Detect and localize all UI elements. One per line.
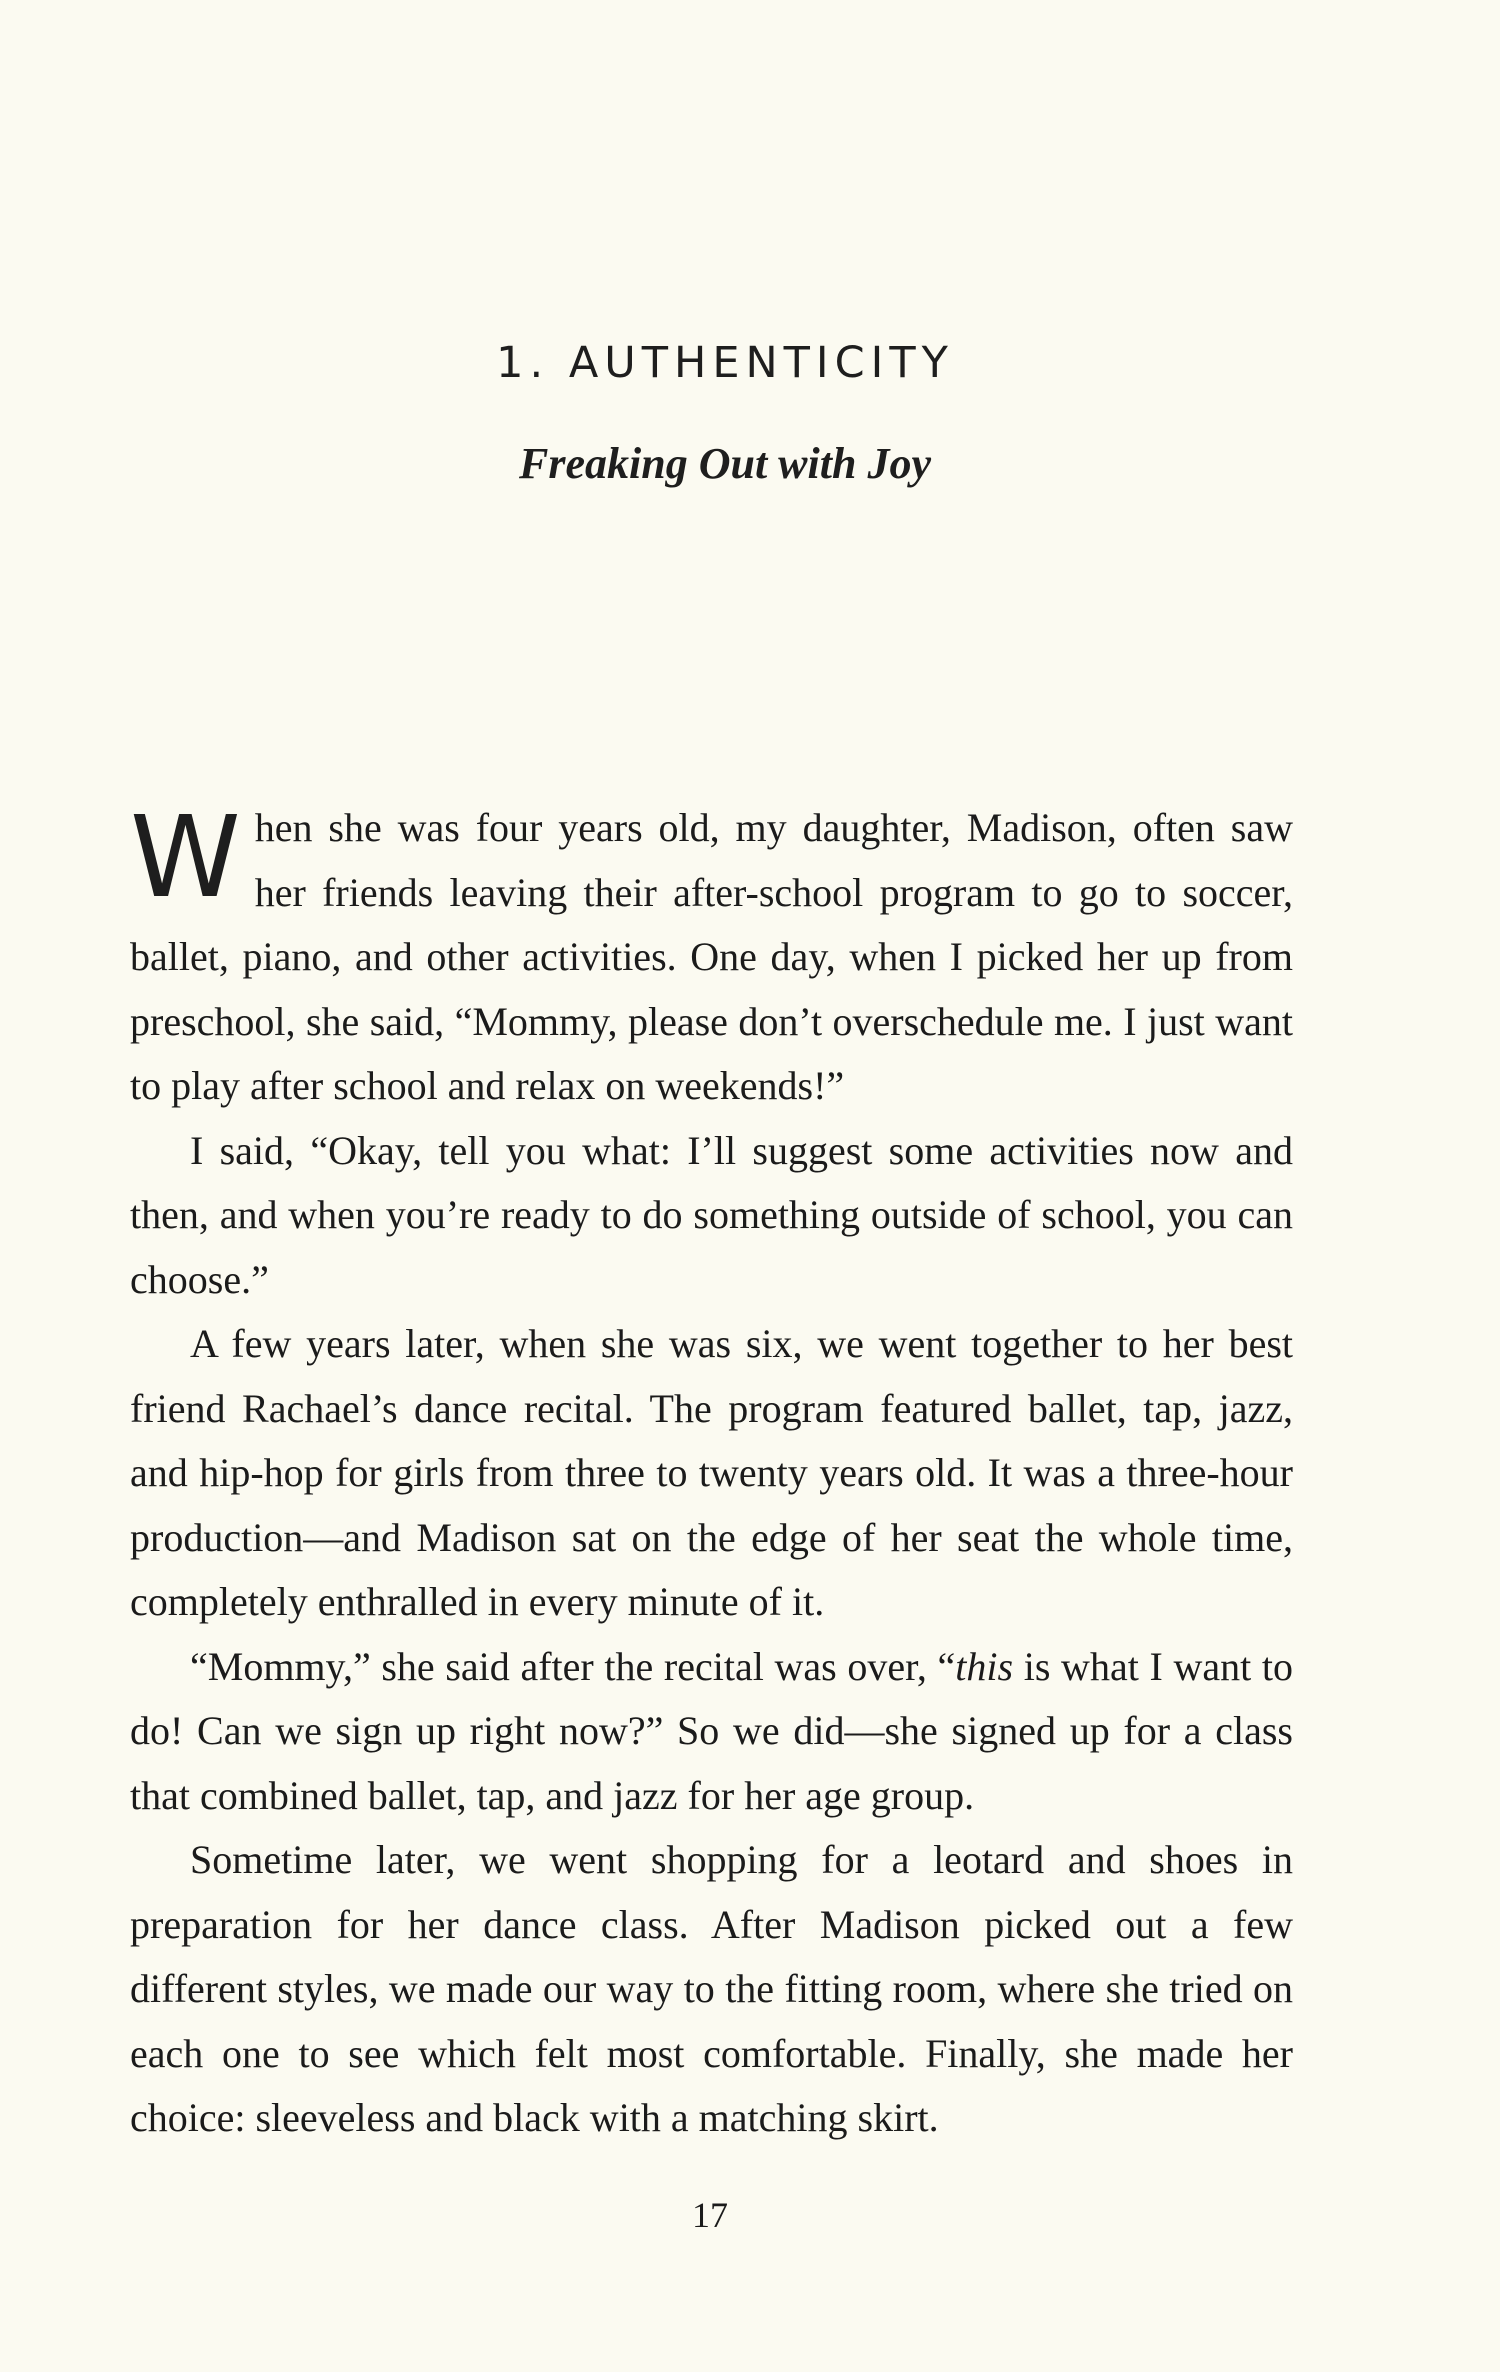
paragraph-4-before: “Mommy,” she said after the recital was over, “: [190, 1643, 956, 1689]
body-text: [130, 793, 1293, 2151]
drop-cap: W: [130, 793, 241, 923]
paragraph-4-after: is what I want to do! Can we sign up right now?” So we did—she signed up for a class that combined ballet, tap, and jazz for her age group.: [130, 1643, 1293, 1818]
paragraph-1-text: hen she was four years old, my daughter, Madison, often saw her friends leaving their after-school program to go to soccer, ballet, piano, and other activities. One day, when I picked her up from preschool, she said, “Mommy, please don’t overschedule me. I just want to play after school and relax on weekends!”: [130, 805, 1293, 1108]
paragraph-1: [130, 793, 1293, 1119]
chapter-subtitle: Freaking Out with Joy: [519, 439, 931, 488]
paragraph-4-emphasis: this: [955, 1643, 1014, 1689]
paragraph-5: Sometime later, we went shopping for a leotard and shoes in preparation for her dance class. After Madison picked out a few different styles, we made our way to the fitting room, where she tried on each one to see which felt most comfortable. Finally, she made her choice: sleeveless and black with a matching skirt.: [130, 1837, 1293, 2140]
paragraph-4: [130, 1635, 1293, 1829]
page-number: 17: [692, 2195, 728, 2235]
chapter-title: 1. AUTHENTICITY: [496, 338, 954, 388]
paragraph-3: A few years later, when she was six, we went together to her best friend Rachael’s dance recital. The program featured ballet, tap, jazz, and hip-hop for girls from three to twenty years old. It was a three-hour production—and Madison sat on the edge of her seat the whole time, completely enthralled in every minute of it.: [130, 1321, 1293, 1624]
paragraph-2: I said, “Okay, tell you what: I’ll suggest some activities now and then, and when you’re ready to do something outside of school, you can choose.”: [130, 1127, 1293, 1302]
